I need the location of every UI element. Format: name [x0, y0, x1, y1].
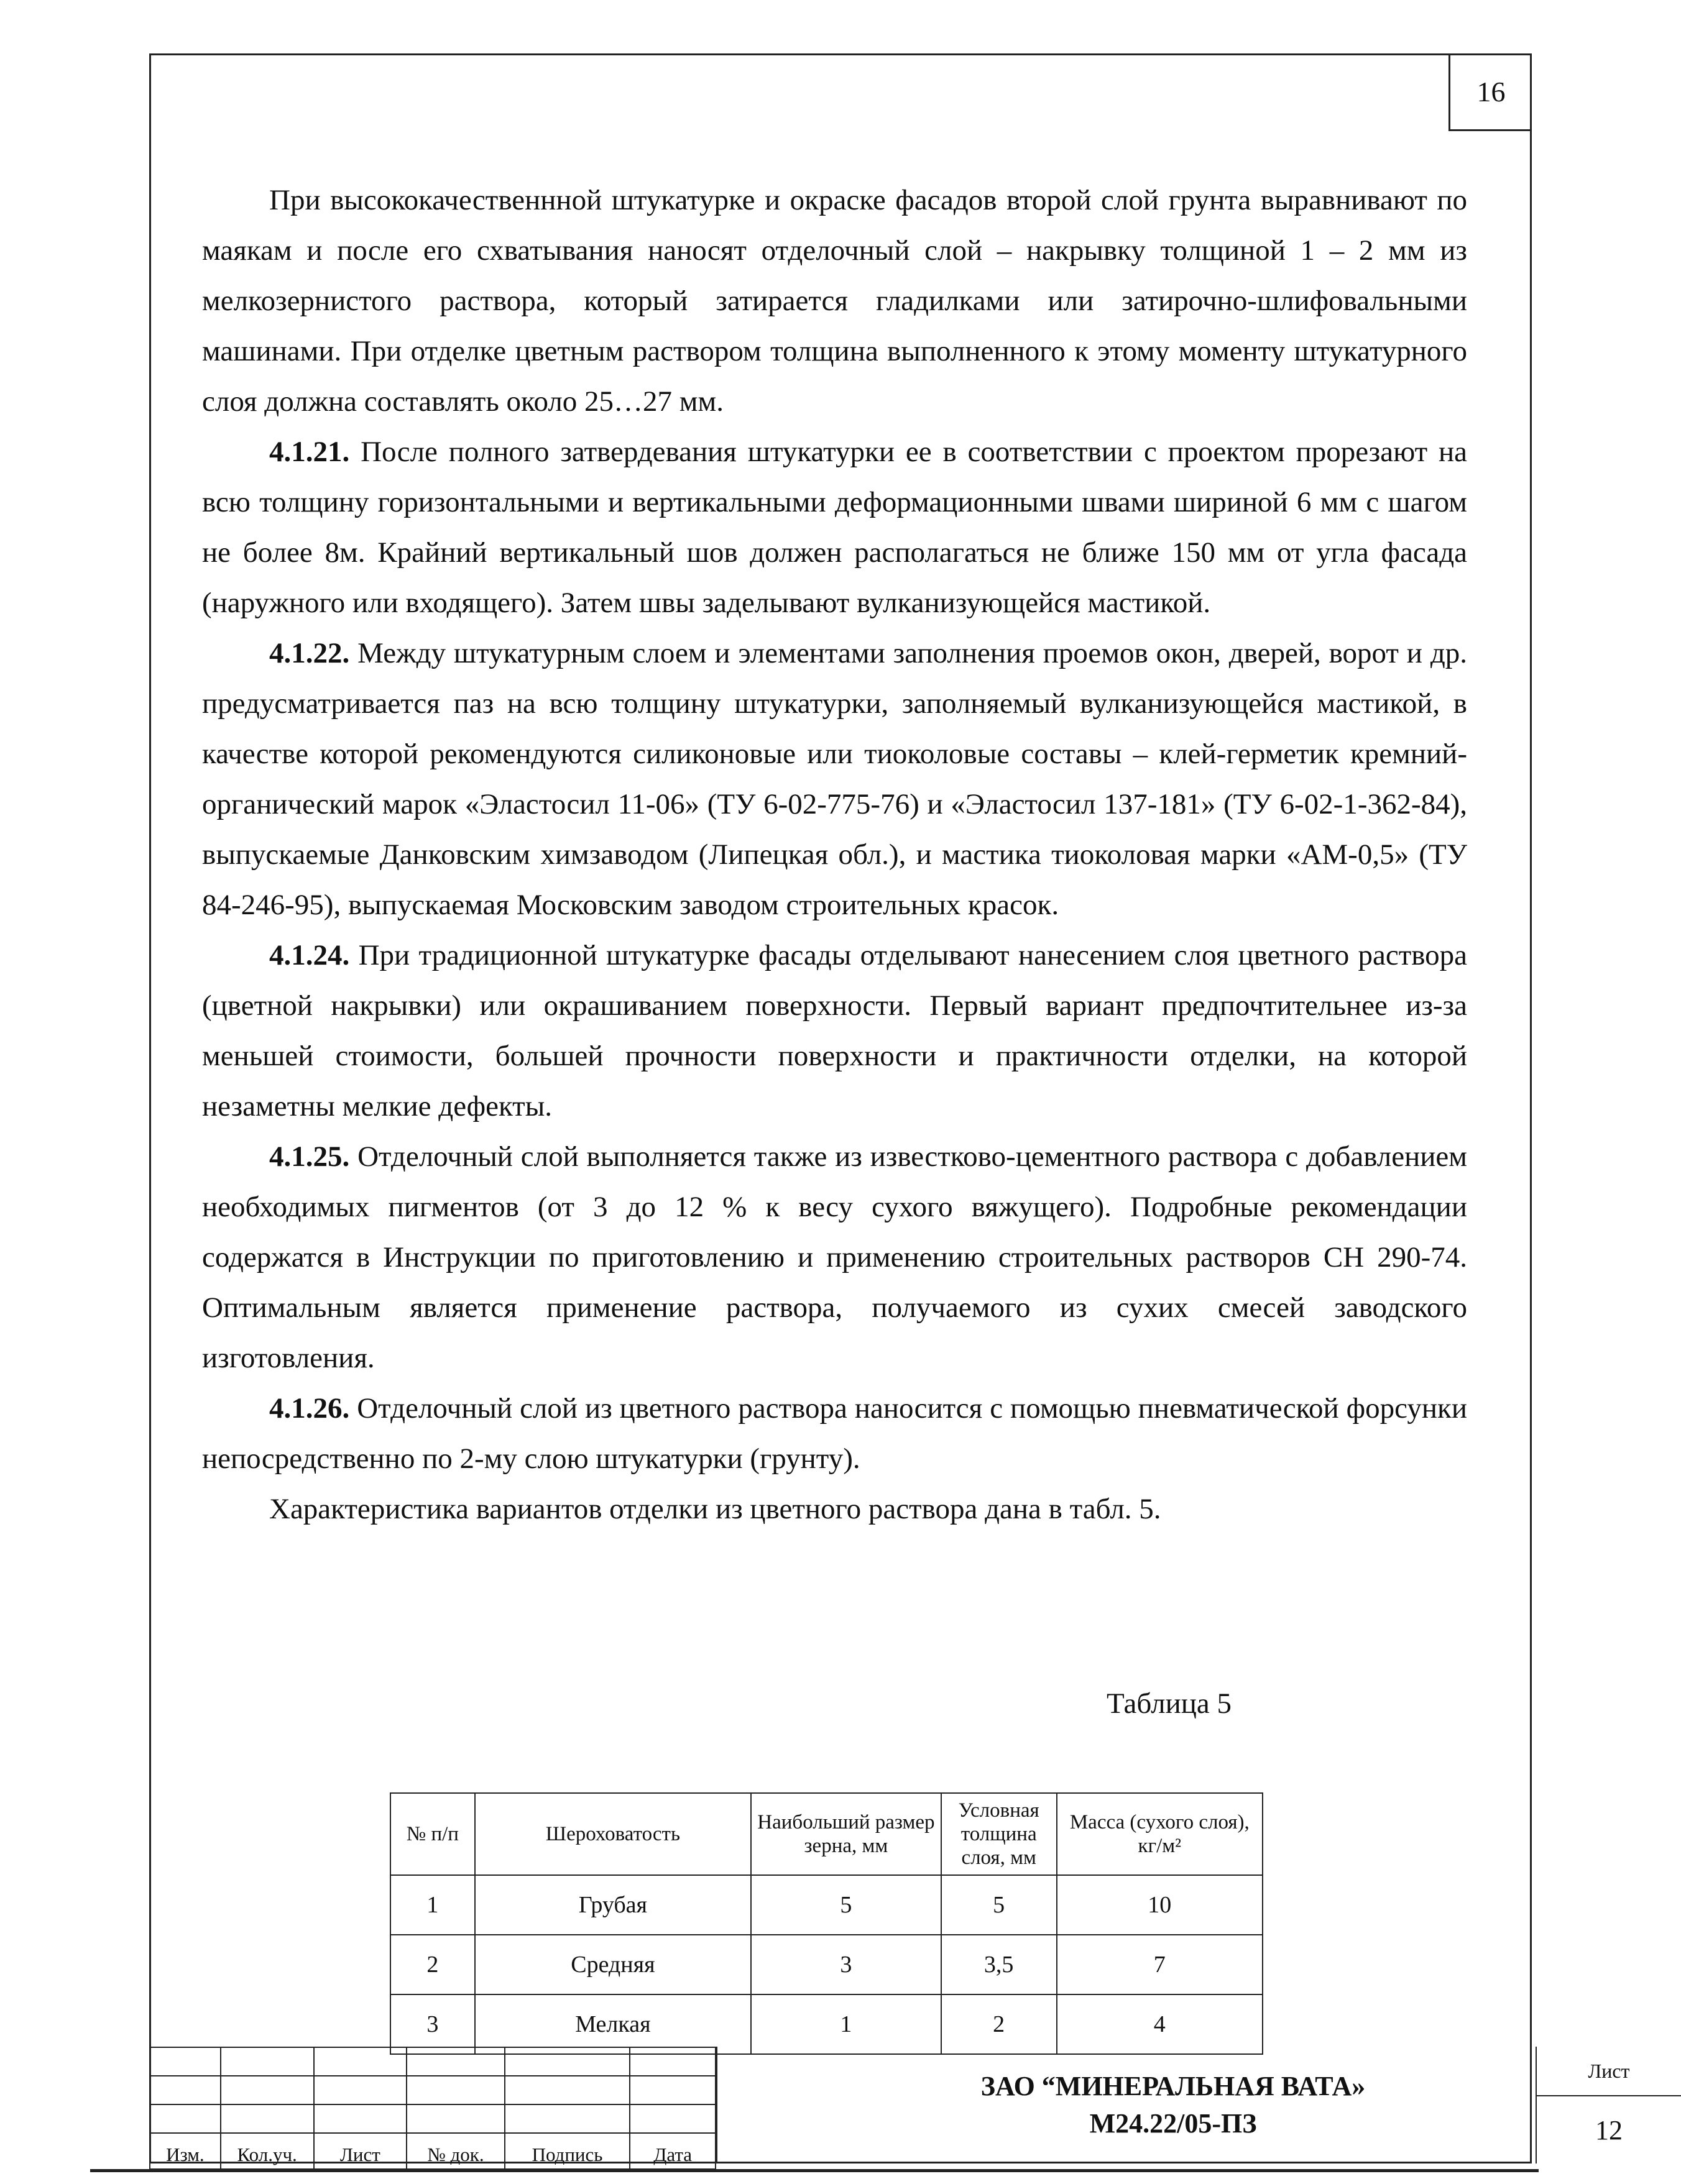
company-name: ЗАО “МИНЕРАЛЬНАЯ ВАТА» — [980, 2071, 1366, 2101]
table-cell: 2 — [941, 1994, 1057, 2054]
revision-grid — [149, 2047, 716, 2170]
table-header-row — [390, 1793, 1263, 1875]
bottom-rule — [90, 2169, 1539, 2172]
table-row — [390, 1935, 1263, 1994]
table-header-cell: № п/п — [390, 1793, 475, 1875]
clause-number: 4.1.26. — [269, 1392, 350, 1425]
table-row — [390, 1994, 1263, 2054]
document-code: М24.22/05-ПЗ — [1089, 2108, 1257, 2139]
table-cell: 1 — [390, 1875, 475, 1935]
stamp-label: Лист — [314, 2133, 407, 2169]
table-cell: 1 — [751, 1994, 941, 2054]
paragraph: Характеристика вариантов отделки из цветного раствора дана в табл. 5. — [269, 1493, 1161, 1525]
sheet-label: Лист — [1537, 2047, 1681, 2096]
table-cell: 5 — [751, 1875, 941, 1935]
revision-labels-row — [150, 2133, 716, 2169]
table-cell: Мелкая — [475, 1994, 751, 2054]
paragraph: 4.1.22. Между штукатурным слоем и элементами заполнения проемов окон, дверей, ворот и др. предусматривается паз на всю толщину штукатурки, заполняемый вулканизующейся мастикой, в качестве которой рекомендуются силиконовые или тиоколовые составы – клей-герметик кремний-органический марок «Эластосил 11-06» (ТУ 6-02-775-76) и «Эластосил 137-181» (ТУ 6-02-1-362-84), выпускаемые Данковским химзаводом (Липецкая обл.), и мастика тиоколовая марки «АМ-0,5» (ТУ 84-246-95), выпускаемая Московским заводом строительных красок. — [202, 637, 1467, 921]
sheet-box — [1537, 2047, 1681, 2163]
table-header-cell: Наибольший размер зерна, мм — [751, 1793, 941, 1875]
paragraph: При высококачественнной штукатурке и окраске фасадов второй слой грунта выравнивают по маякам и после его схватывания наносят отделочный слой – накрывку толщиной 1 – 2 мм из мелкозернистого раствора, который затирается гладилками или затирочно-шлифовальными машинами. При отделке цветным раствором толщина выполненного к этому моменту штукатурного слоя должна составлять около 25…27 мм. — [202, 184, 1467, 418]
clause-number: 4.1.22. — [269, 637, 350, 669]
table-row — [390, 1875, 1263, 1935]
clause-number: 4.1.25. — [269, 1140, 350, 1173]
stamp-label: Дата — [630, 2133, 716, 2169]
table-cell: Средняя — [475, 1935, 751, 1994]
table-header-cell: Условная толщина слоя, мм — [941, 1793, 1057, 1875]
paragraph: 4.1.21. После полного затвердевания штукатурки ее в соответствии с проектом прорезают на всю толщину горизонтальными и вертикальными деформационными швами шириной 6 мм с шагом не более 8м. Крайний вертикальный шов должен располагаться не ближе 150 мм от угла фасада (наружного или входящего). Затем швы заделывают вулканизующейся мастикой. — [202, 436, 1468, 619]
sheet-number: 12 — [1595, 2114, 1623, 2145]
table-cell: 3 — [390, 1994, 475, 2054]
stamp-label: Подпись — [505, 2133, 630, 2169]
table-cell: 5 — [941, 1875, 1057, 1935]
paragraph: 4.1.24. При традиционной штукатурке фасады отделывают нанесением слоя цветного раствора (цветной накрывки) или окрашиванием поверхности. Первый вариант предпочтительнее из-за меньшей стоимости, большей прочности поверхности и практичности отделки, на которой незаметны мелкие дефекты. — [202, 939, 1468, 1122]
body-text — [202, 175, 1467, 1535]
table-cell: 7 — [1057, 1935, 1263, 1994]
clause-number: 4.1.21. — [269, 436, 350, 468]
page-number: 16 — [1448, 53, 1532, 131]
table-cell: Грубая — [475, 1875, 751, 1935]
table-header-cell: Шероховатость — [475, 1793, 751, 1875]
table-cell: 3 — [751, 1935, 941, 1994]
table-header-cell: Масса (сухого слоя), кг/м² — [1057, 1793, 1263, 1875]
clause-number: 4.1.24. — [269, 939, 350, 971]
table-caption: Таблица 5 — [1107, 1687, 1232, 1720]
table-cell: 3,5 — [941, 1935, 1057, 1994]
title-block — [149, 2047, 1630, 2165]
stamp-label: № док. — [407, 2133, 505, 2169]
document-title — [716, 2047, 1537, 2163]
table-cell: 10 — [1057, 1875, 1263, 1935]
stamp-label: Кол.уч. — [221, 2133, 314, 2169]
stamp-label: Изм. — [150, 2133, 221, 2169]
table-cell: 4 — [1057, 1994, 1263, 2054]
paragraph: 4.1.25. Отделочный слой выполняется также из известково-цементного раствора с добавлением необходимых пигментов (от 3 до 12 % к весу сухого вяжущего). Подробные рекомендации содержатся в Инструкции по приготовлению и применению строительных растворов СН 290-74. Оптимальным является применение раствора, получаемого из сухих смесей заводского изготовления. — [202, 1140, 1468, 1374]
paragraph: 4.1.26. Отделочный слой из цветного раствора наносится с помощью пневматической форсунки непосредственно по 2-му слою штукатурки (грунту). — [202, 1392, 1467, 1475]
data-table — [390, 1792, 1263, 2055]
table-cell: 2 — [390, 1935, 475, 1994]
